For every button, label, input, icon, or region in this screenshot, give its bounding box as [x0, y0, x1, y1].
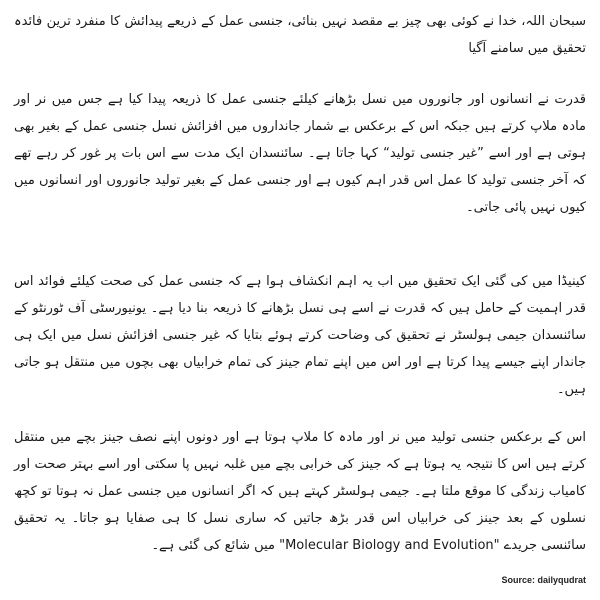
- source-credit: Source: dailyqudrat: [501, 575, 586, 585]
- article-body: [14, 8, 586, 580]
- journal-name: "Molecular Biology and Evolution": [279, 538, 500, 553]
- article-headline-paragraph: سبحان اللہ، خدا نے کوئی بھی چیز بے مقصد نہیں بنائی، جنسی عمل کے ذریعے پیدائش کا منفرد ترین فائدہ تحقیق میں سامنے آگیا: [14, 14, 586, 56]
- article-paragraph: قدرت نے انسانوں اور جانوروں میں نسل بڑھانے کیلئے جنسی عمل کا ذریعہ پیدا کیا ہے جس میں نر اور مادہ ملاپ کرتے ہیں جبکہ اس کے برعکس بے شمار جانداروں میں افزائش نسل جنسی عمل کے بغیر بھی ہوتی ہے اور اسے ”غیر جنسی تولید“ کہا جاتا ہے۔ سائنسدان ایک مدت سے اس بات پر غور کر رہے تھے کہ آخر جنسی تولید کا عمل اس قدر اہم کیوں ہے اور جنسی عمل کے بغیر تولید جانوروں اور انسانوں میں کیوں نہیں پائی جاتی۔: [14, 92, 586, 215]
- paragraph-text: اس کے برعکس جنسی تولید میں نر اور مادہ کا ملاپ ہوتا ہے اور دونوں اپنے نصف جینز بچے میں منتقل کرتے ہیں اس کا نتیجہ یہ ہوتا ہے کہ جینز کی خرابی بچے میں غلبہ نہیں پا سکتی اور اسے بہتر صحت اور کامیاب زندگی کا موقع ملتا ہے۔ جیمی ہولسٹر کہتے ہیں کہ اگر انسانوں میں جنسی عمل نہ ہوتا تو کچھ نسلوں کے بعد جینز کی خرابیاں اس قدر بڑھ جاتیں کہ ساری نسل کا ہی صفایا ہو جاتا۔ یہ تحقیق سائنسی جریدے: [14, 430, 586, 553]
- article-paragraph: [14, 424, 586, 580]
- article-paragraph: کینیڈا میں کی گئی ایک تحقیق میں اب یہ اہم انکشاف ہوا ہے کہ جنسی عمل کی صحت کیلئے فوائد اس قدر اہمیت کے حامل ہیں کہ قدرت نے اسے ہی نسل بڑھانے کا ذریعہ بنا دیا ہے۔ یونیورسٹی آف ٹورنٹو کے سائنسدان جیمی ہولسٹر نے تحقیق کی وضاحت کرتے ہوئے بتایا کہ غیر جنسی افزائش نسل میں ایک ہی جاندار اپنے جیسے پیدا کرتا ہے اور اس میں اپنے تمام جینز کی تمام خرابیاں بھی بچوں میں منتقل ہو جاتی ہیں۔: [14, 274, 586, 397]
- closing-text: میں شائع کی گئی ہے۔: [151, 538, 275, 553]
